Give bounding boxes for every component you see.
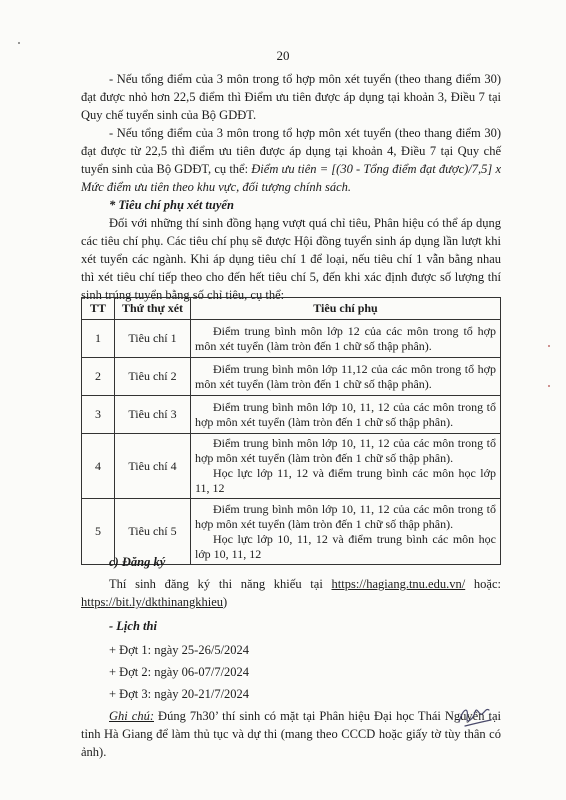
row-order: Tiêu chí 1 [115,320,191,358]
criteria-line: Điểm trung bình môn lớp 10, 11, 12 của các môn trong tổ hợp môn xét tuyển (làm tròn đến 1 chữ số thập phân). [195,399,496,429]
row-criteria [191,320,501,358]
schedule-heading: - Lịch thi [109,619,157,633]
criteria-line: Học lực lớp 10, 11, 12 và điểm trung bình các môn học lớp 10, 11, 12 [195,531,496,561]
note-paragraph [81,707,501,761]
sub-criteria-intro: Đối với những thí sinh đồng hạng vượt quá chỉ tiêu, Phân hiệu có thể áp dụng các tiêu chí phụ. Các tiêu chí phụ sẽ được Hội đồng tuyển sinh áp dụng lần lượt khi xét tuyển các ngành. Khi áp dụng tiêu chí 1 để loại, nếu tiêu chí 1 vẫn bằng nhau thì xét tiêu chí tiếp theo cho đến hết tiêu chí 5, đến khi xác định được số lượng thí sinh trúng tuyển bằng số chỉ tiêu, cụ thể: [81,216,501,302]
sub-criteria-heading: * Tiêu chí phụ xét tuyển [109,198,234,212]
table-row [82,434,501,499]
scan-speck [18,42,20,44]
row-tt: 1 [82,320,115,358]
rule-text: - Nếu tổng điểm của 3 môn trong tổ hợp môn xét tuyển (theo thang điểm 30) đạt được từ 22,5 thì điểm ưu tiên được áp dụng tại khoản 4, Điều 7 tại Quy chế tuyển sinh của Bộ GDĐT, cụ thể: [81,126,501,176]
header-order: Thứ thự xét [115,298,191,320]
section-c-heading: c) Đăng ký [109,555,166,569]
criteria-line: Điểm trung bình môn lớp 12 của các môn trong tổ hợp môn xét tuyển (làm tròn đến 1 chữ số thập phân). [195,323,496,353]
register-lead: Thí sinh đăng ký thi năng khiếu tại [109,577,332,591]
register-close: ) [223,595,228,609]
criteria-line: Điểm trung bình môn lớp 10, 11, 12 của các môn trong tổ hợp môn xét tuyển (làm tròn đến 1 chữ số thập phân). [195,436,496,465]
row-order: Tiêu chí 3 [115,396,191,434]
sub-criteria-table [81,297,501,565]
sub-criteria-section [81,196,501,304]
scan-speck [548,345,550,347]
note-label: Ghi chú: [109,709,154,723]
row-tt: 2 [82,358,115,396]
row-tt: 4 [82,434,115,499]
hagiang-link[interactable]: https://hagiang.tnu.edu.vn/ [331,577,466,591]
schedule-item-1: + Đợt 1: ngày 25-26/5/2024 [109,643,250,657]
row-criteria [191,396,501,434]
table-row [82,396,501,434]
table-row [82,320,501,358]
row-order: Tiêu chí 5 [115,499,191,565]
note-text: Đúng 7h30’ thí sinh có mặt tại Phân hiệu Đại học Thái Nguyên tại tỉnh Hà Giang để làm thủ tục và dự thi (mang theo CCCD hoặc giấy tờ tùy thân có ảnh). [81,709,501,759]
rule-from-22-5 [81,124,501,196]
table-row [82,358,501,396]
row-criteria [191,358,501,396]
table-header-row [82,298,501,320]
schedule-item-3: + Đợt 3: ngày 20-21/7/2024 [109,687,250,701]
row-tt: 5 [82,499,115,565]
row-order: Tiêu chí 4 [115,434,191,499]
priority-rules [81,70,501,196]
registration-text [81,575,501,611]
page-number: 20 [276,48,290,63]
rule-under-22-5: - Nếu tổng điểm của 3 môn trong tổ hợp môn xét tuyển (theo thang điểm 30) đạt được nhỏ hơn 22,5 điểm thì Điểm ưu tiên được áp dụng tại khoản 3, Điều 7 tại Quy chế tuyển sinh của Bộ GDĐT. [81,72,501,122]
criteria-line: Điểm trung bình môn lớp 11,12 của các môn trong tổ hợp môn xét tuyển (làm tròn đến 1 chữ số thập phân). [195,361,496,391]
priority-formula: Điểm ưu tiên = [(30 - Tổng điểm đạt được)/7,5] x Mức điểm ưu tiên theo khu vực, đối tượng chính sách. [81,162,502,194]
bitly-link[interactable]: https://bit.ly/dkthinangkhieu [81,595,224,609]
signature-initials [455,700,495,730]
header-criteria: Tiêu chí phụ [191,298,501,320]
row-order: Tiêu chí 2 [115,358,191,396]
row-tt: 3 [82,396,115,434]
header-tt: TT [82,298,115,320]
scan-speck [548,385,550,387]
schedule-item-2: + Đợt 2: ngày 06-07/7/2024 [109,665,250,679]
registration-section [81,553,501,761]
criteria-line: Học lực lớp 11, 12 và điểm trung bình các môn học lớp 11, 12 [195,466,496,495]
row-criteria [191,434,501,499]
register-or: hoặc: [465,577,501,591]
criteria-line: Điểm trung bình môn lớp 10, 11, 12 của các môn trong tổ hợp môn xét tuyển (làm tròn đến 1 chữ số thập phân). [195,501,496,531]
